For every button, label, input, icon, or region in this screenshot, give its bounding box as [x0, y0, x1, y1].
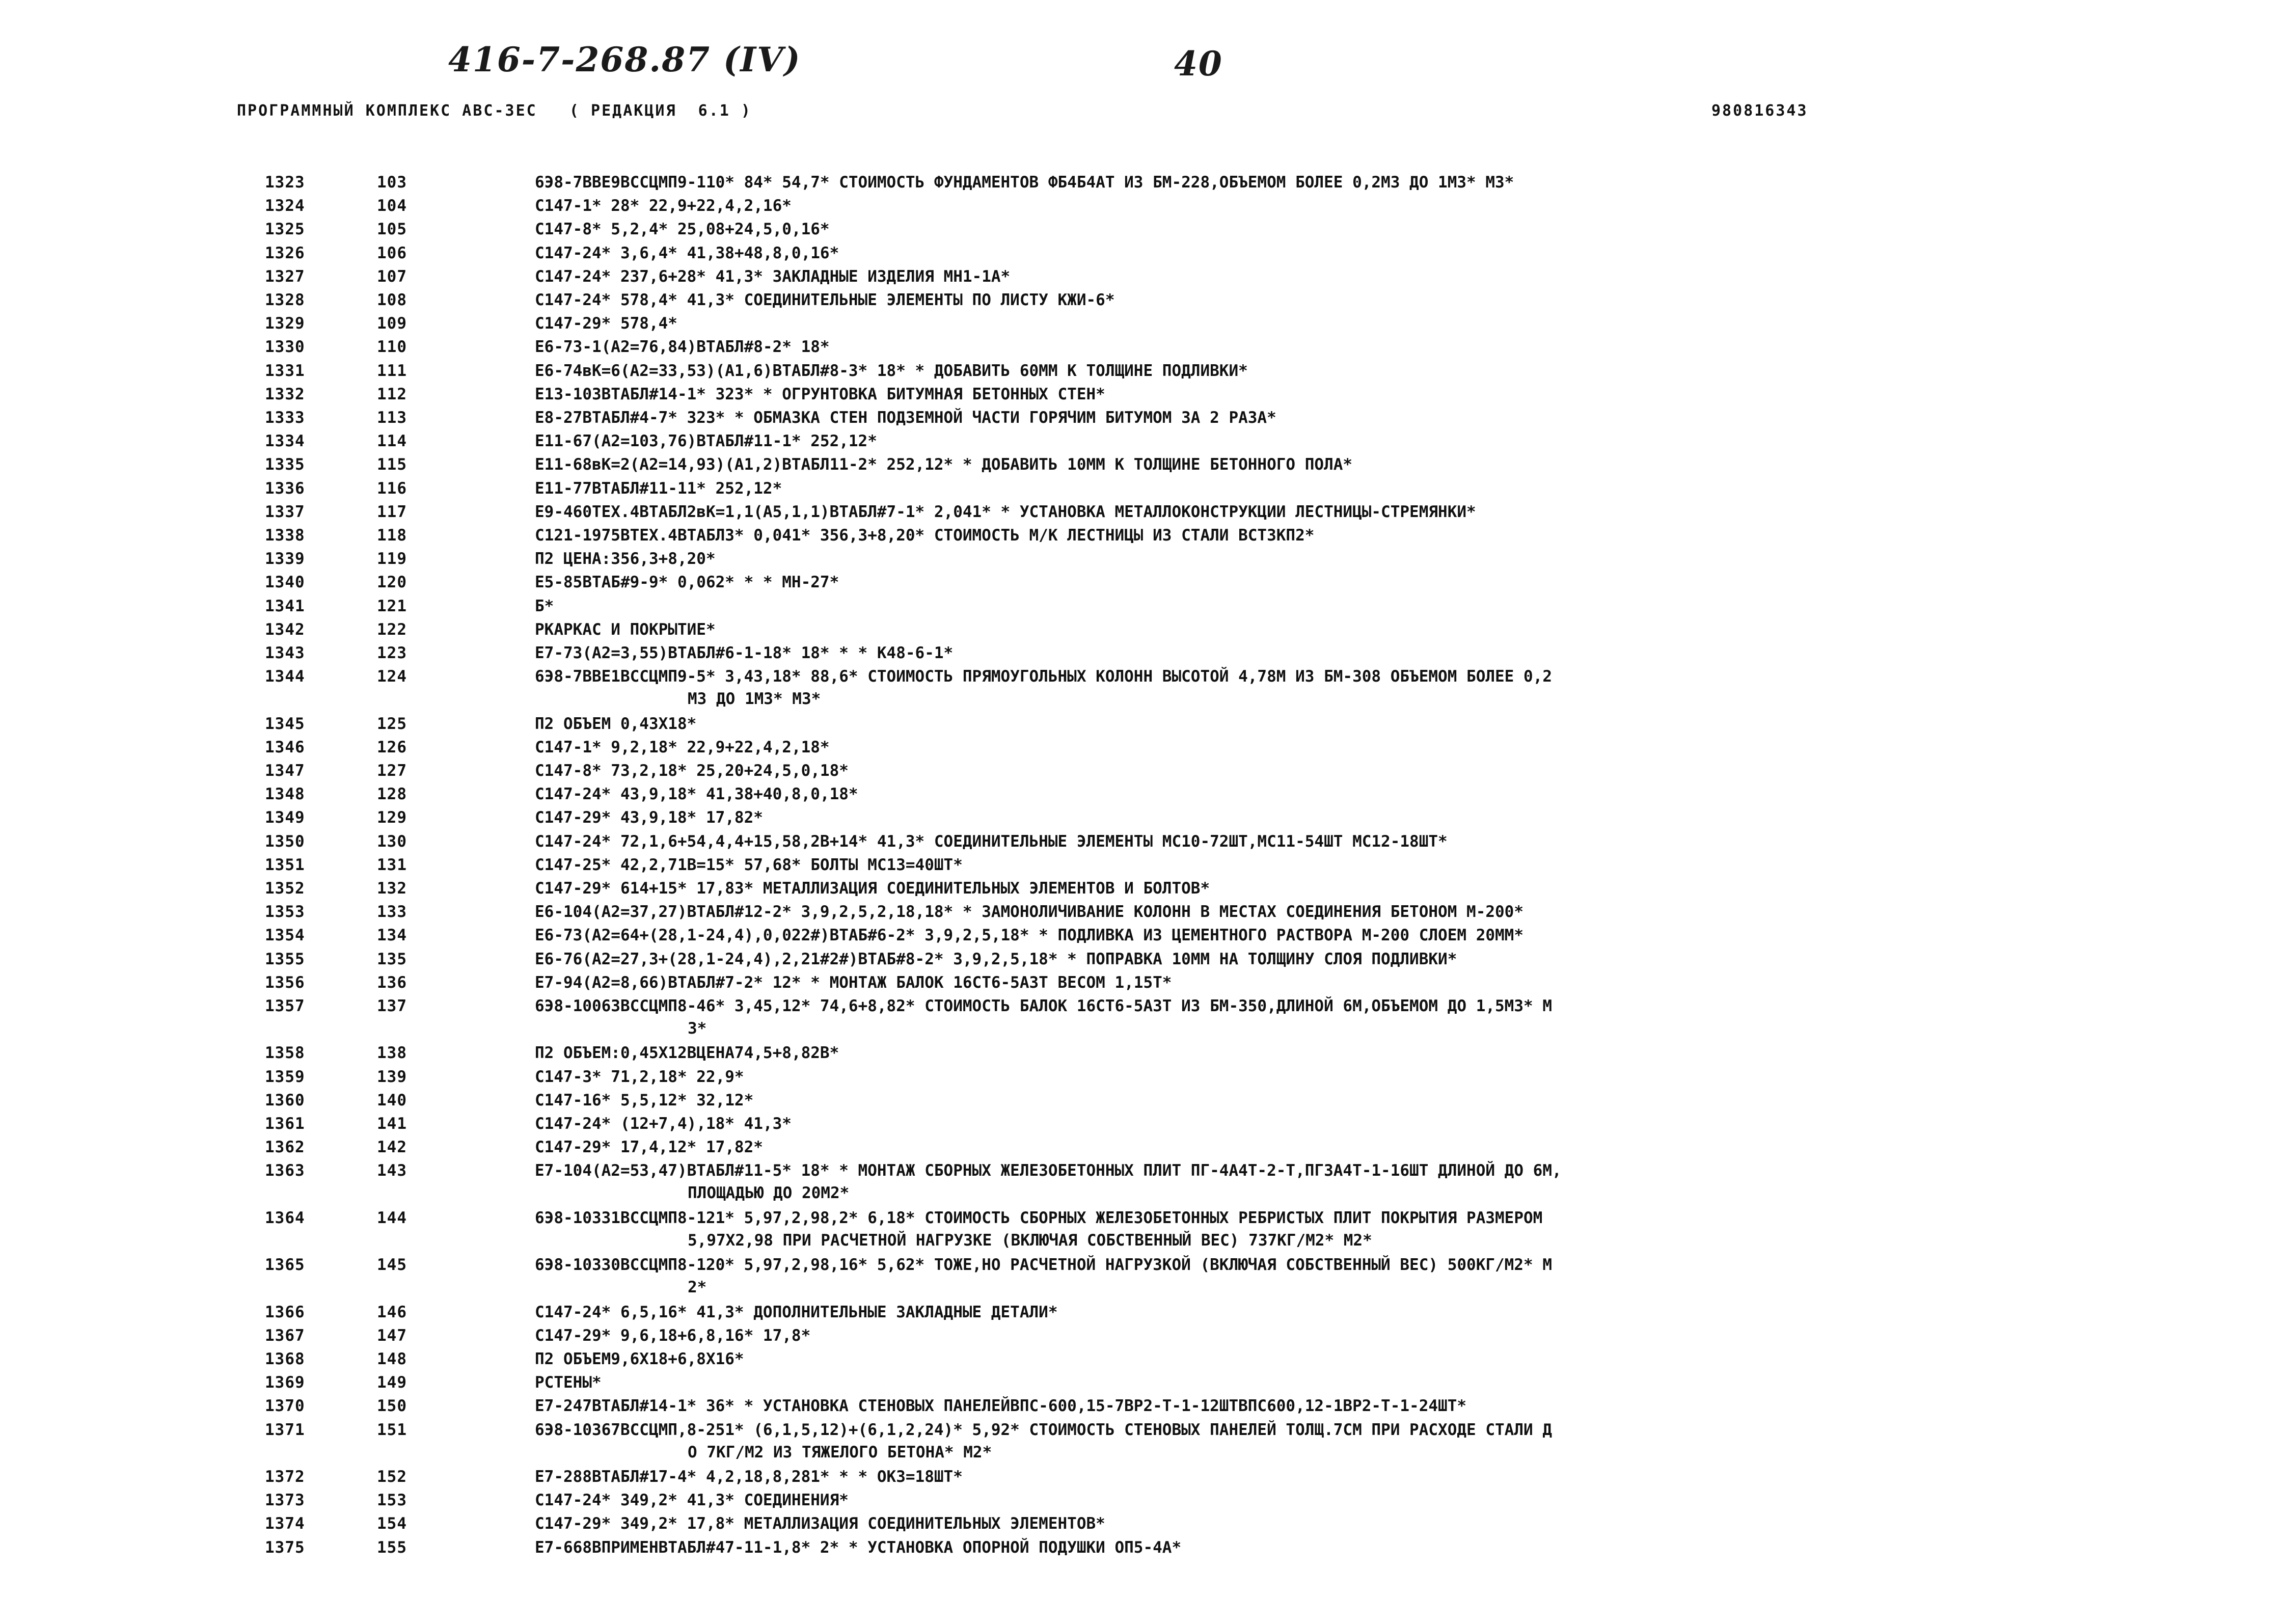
sequence-number: 144	[377, 1209, 407, 1227]
listing-row	[0, 761, 2286, 783]
sequence-number: 124	[377, 667, 407, 686]
sequence-number: 117	[377, 503, 407, 521]
record-text: С147-29* 9,6,18+6,8,16* 17,8*	[535, 1327, 811, 1345]
record-text-continuation: 5,97Х2,98 ПРИ РАСЧЕТНОЙ НАГРУЗКЕ (ВКЛЮЧАЯ СОБСТВЕННЫЙ ВЕС) 737КГ/М2* М2*	[688, 1231, 1372, 1250]
line-number: 1360	[265, 1091, 305, 1109]
record-text: Б*	[535, 597, 554, 615]
listing-row	[0, 996, 2286, 1038]
listing-row	[0, 384, 2286, 407]
sequence-number: 147	[377, 1327, 407, 1345]
sequence-number: 151	[377, 1421, 407, 1439]
listing-row	[0, 1043, 2286, 1065]
record-text: 6Э8-7ВВЕ9ВССЦМП9-110* 84* 54,7* СТОИМОСТЬ ФУНДАМЕНТОВ ФБ4Б4АТ ИЗ БМ-228,ОБЪЕМОМ БОЛЕЕ 0,2М3 ДО 1М3* М3*	[535, 173, 1514, 192]
listing-row	[0, 1114, 2286, 1136]
record-text: Е7-288ВТАБЛ#17-4* 4,2,18,8,281* * * ОКЗ=18ШТ*	[535, 1468, 963, 1486]
record-text: С147-24* 72,1,6+54,4,4+15,58,2В+14* 41,3* СОЕДИНИТЕЛЬНЫЕ ЭЛЕМЕНТЫ МС10-72ШТ,МС11-54ШТ МС12-18ШТ*	[535, 832, 1448, 851]
record-text: Е11-68вК=2(А2=14,93)(А1,2)ВТАБЛ11-2* 252,12* * ДОБАВИТЬ 10ММ К ТОЛЩИНЕ БЕТОННОГО ПОЛА*	[535, 455, 1353, 474]
line-number: 1367	[265, 1327, 305, 1345]
record-text: Е8-27ВТАБЛ#4-7* 323* * ОБМАЗКА СТЕН ПОДЗЕМНОЙ ЧАСТИ ГОРЯЧИМ БИТУМОМ ЗА 2 РАЗА*	[535, 409, 1276, 427]
listing-row	[0, 1537, 2286, 1560]
line-number: 1338	[265, 526, 305, 545]
listing-row	[0, 1325, 2286, 1348]
listing-row	[0, 478, 2286, 501]
record-text: С147-25* 42,2,71В=15* 57,68* БОЛТЫ МС13=40ШТ*	[535, 856, 963, 874]
listing-row	[0, 902, 2286, 924]
listing-row	[0, 1467, 2286, 1489]
sequence-number: 146	[377, 1303, 407, 1321]
sequence-number: 148	[377, 1350, 407, 1368]
sequence-number: 155	[377, 1538, 407, 1557]
record-text: С147-8* 5,2,4* 25,08+24,5,0,16*	[535, 220, 830, 238]
listing-row	[0, 502, 2286, 524]
line-number: 1362	[265, 1138, 305, 1156]
program-header: ПРОГРАММНЫЙ КОМПЛЕКС АВС-3ЕС ( РЕДАКЦИЯ 6.1 )	[237, 102, 752, 120]
listing-row	[0, 1067, 2286, 1089]
line-number: 1339	[265, 550, 305, 568]
listing-row	[0, 1490, 2286, 1512]
sequence-number: 111	[377, 362, 407, 380]
line-number: 1363	[265, 1161, 305, 1180]
record-text: П2 ОБЪЕМ9,6Х18+6,8Х16*	[535, 1350, 744, 1368]
sequence-number: 133	[377, 903, 407, 921]
listing-row	[0, 596, 2286, 618]
record-text: Е9-460ТЕХ.4ВТАБЛ2вК=1,1(А5,1,1)ВТАБЛ#7-1* 2,041* * УСТАНОВКА МЕТАЛЛОКОНСТРУКЦИИ ЛЕСТНИЦЫ-СТРЕМЯНКИ*	[535, 503, 1476, 521]
line-number: 1374	[265, 1514, 305, 1533]
record-text: РСТЕНЫ*	[535, 1373, 602, 1392]
record-text: С147-24* 6,5,16* 41,3* ДОПОЛНИТЕЛЬНЫЕ ЗАКЛАДНЫЕ ДЕТАЛИ*	[535, 1303, 1058, 1321]
line-number: 1358	[265, 1044, 305, 1062]
record-text-continuation: ПЛОЩАДЬЮ ДО 20М2*	[688, 1184, 850, 1202]
line-number: 1373	[265, 1491, 305, 1509]
listing-row	[0, 714, 2286, 736]
line-number: 1368	[265, 1350, 305, 1368]
line-number: 1328	[265, 291, 305, 309]
sequence-number: 103	[377, 173, 407, 192]
document-number: 980816343	[1711, 102, 1808, 120]
listing-row	[0, 831, 2286, 854]
sequence-number: 134	[377, 926, 407, 944]
line-number: 1364	[265, 1209, 305, 1227]
sequence-number: 143	[377, 1161, 407, 1180]
listing-row	[0, 1302, 2286, 1324]
listing-row	[0, 1420, 2286, 1461]
listing-row	[0, 196, 2286, 218]
listing-row	[0, 243, 2286, 265]
sequence-number: 153	[377, 1491, 407, 1509]
record-text: Е6-73-1(А2=76,84)ВТАБЛ#8-2* 18*	[535, 338, 830, 356]
record-text: Е6-73(А2=64+(28,1-24,4),0,022#)ВТАБ#6-2* 3,9,2,5,18* * ПОДЛИВКА ИЗ ЦЕМЕНТНОГО РАСТВОРА М-200 СЛОЕМ 20ММ*	[535, 926, 1524, 944]
line-number: 1372	[265, 1468, 305, 1486]
line-number: 1325	[265, 220, 305, 238]
sequence-number: 140	[377, 1091, 407, 1109]
sequence-number: 149	[377, 1373, 407, 1392]
record-text: С147-24* 43,9,18* 41,38+40,8,0,18*	[535, 785, 858, 803]
sequence-number: 116	[377, 479, 407, 498]
line-number: 1351	[265, 856, 305, 874]
record-text-continuation: М3 ДО 1М3* М3*	[688, 690, 821, 708]
sequence-number: 154	[377, 1514, 407, 1533]
sequence-number: 135	[377, 950, 407, 968]
record-text: РКАРКАС И ПОКРЫТИЕ*	[535, 620, 716, 639]
line-number: 1344	[265, 667, 305, 686]
record-text: П2 ОБЪЕМ:0,45Х12ВЦЕНА74,5+8,82В*	[535, 1044, 839, 1062]
record-text: С147-24* 349,2* 41,3* СОЕДИНЕНИЯ*	[535, 1491, 849, 1509]
listing-row	[0, 290, 2286, 312]
sequence-number: 110	[377, 338, 407, 356]
line-number: 1370	[265, 1397, 305, 1415]
line-number: 1349	[265, 808, 305, 827]
sequence-number: 114	[377, 432, 407, 450]
record-text: П2 ОБЪЕМ 0,43Х18*	[535, 715, 697, 733]
line-number: 1355	[265, 950, 305, 968]
sequence-number: 119	[377, 550, 407, 568]
listing-row	[0, 855, 2286, 877]
sequence-number: 127	[377, 762, 407, 780]
record-text: Е7-94(А2=8,66)ВТАБЛ#7-2* 12* * МОНТАЖ БАЛОК 16СТ6-5А3Т ВЕСОМ 1,15Т*	[535, 973, 1172, 992]
listing-row	[0, 1160, 2286, 1202]
listing-row	[0, 431, 2286, 453]
record-text: П2 ЦЕНА:356,3+8,20*	[535, 550, 716, 568]
line-number: 1334	[265, 432, 305, 450]
sequence-number: 106	[377, 244, 407, 262]
listing-row	[0, 878, 2286, 901]
sequence-number: 129	[377, 808, 407, 827]
record-text-continuation: 2*	[688, 1278, 707, 1296]
record-text: Е5-85ВТАБ#9-9* 0,062* * * МН-27*	[535, 573, 839, 591]
line-number: 1348	[265, 785, 305, 803]
listing-row	[0, 643, 2286, 665]
line-number: 1335	[265, 455, 305, 474]
listing-row	[0, 666, 2286, 708]
sequence-number: 109	[377, 314, 407, 333]
line-number: 1361	[265, 1115, 305, 1133]
record-text: С147-24* 237,6+28* 41,3* ЗАКЛАДНЫЕ ИЗДЕЛИЯ МН1-1А*	[535, 267, 1011, 286]
line-number: 1371	[265, 1421, 305, 1439]
record-text: Е11-67(А2=103,76)ВТАБЛ#11-1* 252,12*	[535, 432, 877, 450]
sequence-number: 105	[377, 220, 407, 238]
listing-row	[0, 266, 2286, 289]
record-text: 6Э8-10331ВССЦМП8-121* 5,97,2,98,2* 6,18* СТОИМОСТЬ СБОРНЫХ ЖЕЛЕЗОБЕТОННЫХ РЕБРИСТЫХ ПЛИТ ПОКРЫТИЯ РАЗМЕРОМ	[535, 1209, 1543, 1227]
line-number: 1336	[265, 479, 305, 498]
line-number: 1347	[265, 762, 305, 780]
listing-row	[0, 1396, 2286, 1418]
line-number: 1340	[265, 573, 305, 591]
listing-row	[0, 361, 2286, 383]
sequence-number: 145	[377, 1256, 407, 1274]
listing-row	[0, 313, 2286, 336]
sequence-number: 107	[377, 267, 407, 286]
handwritten-page-number: 40	[1174, 44, 1223, 84]
handwritten-project-code: 416-7-268.87 (IV)	[448, 40, 801, 79]
sequence-number: 150	[377, 1397, 407, 1415]
line-number: 1365	[265, 1256, 305, 1274]
record-text: С147-29* 578,4*	[535, 314, 677, 333]
record-text: Е7-73(А2=3,55)ВТАБЛ#6-1-18* 18* * * К48-6-1*	[535, 644, 954, 662]
line-number: 1369	[265, 1373, 305, 1392]
sequence-number: 141	[377, 1115, 407, 1133]
listing-row	[0, 1137, 2286, 1159]
sequence-number: 112	[377, 385, 407, 403]
line-number: 1326	[265, 244, 305, 262]
listing-row	[0, 572, 2286, 594]
record-text: Е6-74вК=6(А2=33,53)(А1,6)ВТАБЛ#8-3* 18* * ДОБАВИТЬ 60ММ К ТОЛЩИНЕ ПОДЛИВКИ*	[535, 362, 1248, 380]
line-number: 1346	[265, 738, 305, 756]
sequence-number: 128	[377, 785, 407, 803]
sequence-number: 120	[377, 573, 407, 591]
line-number: 1342	[265, 620, 305, 639]
record-text: Е7-104(А2=53,47)ВТАБЛ#11-5* 18* * МОНТАЖ СБОРНЫХ ЖЕЛЕЗОБЕТОННЫХ ПЛИТ ПГ-4А4Т-2-Т,ПГ3А4Т-1-16ШТ ДЛИНОЙ ДО 6М,	[535, 1161, 1562, 1180]
listing-row	[0, 1372, 2286, 1395]
record-text: Е11-77ВТАБЛ#11-11* 252,12*	[535, 479, 782, 498]
listing-row	[0, 1255, 2286, 1296]
sequence-number: 126	[377, 738, 407, 756]
record-text: С121-1975ВТЕХ.4ВТАБЛ3* 0,041* 356,3+8,20* СТОИМОСТЬ М/К ЛЕСТНИЦЫ ИЗ СТАЛИ ВСТ3КП2*	[535, 526, 1315, 545]
record-text: 6Э8-7ВВЕ1ВССЦМП9-5* 3,43,18* 88,6* СТОИМОСТЬ ПРЯМОУГОЛЬНЫХ КОЛОНН ВЫСОТОЙ 4,78М ИЗ БМ-308 ОБЪЕМОМ БОЛЕЕ 0,2	[535, 667, 1553, 686]
record-text: С147-3* 71,2,18* 22,9*	[535, 1068, 744, 1086]
record-text: С147-29* 17,4,12* 17,82*	[535, 1138, 763, 1156]
listing-row	[0, 619, 2286, 642]
record-text: Е13-103ВТАБЛ#14-1* 323* * ОГРУНТОВКА БИТУМНАЯ БЕТОННЫХ СТЕН*	[535, 385, 1105, 403]
sequence-number: 123	[377, 644, 407, 662]
record-text: С147-29* 614+15* 17,83* МЕТАЛЛИЗАЦИЯ СОЕДИНИТЕЛЬНЫХ ЭЛЕМЕНТОВ И БОЛТОВ*	[535, 879, 1210, 898]
listing-row	[0, 549, 2286, 571]
record-text: Е6-76(А2=27,3+(28,1-24,4),2,21#2#)ВТАБ#8-2* 3,9,2,5,18* * ПОПРАВКА 10ММ НА ТОЛЩИНУ СЛОЯ ПОДЛИВКИ*	[535, 950, 1457, 968]
sequence-number: 118	[377, 526, 407, 545]
line-number: 1345	[265, 715, 305, 733]
listing-row	[0, 784, 2286, 806]
sequence-number: 131	[377, 856, 407, 874]
sequence-number: 108	[377, 291, 407, 309]
sequence-number: 139	[377, 1068, 407, 1086]
line-number: 1332	[265, 385, 305, 403]
record-text: С147-29* 43,9,18* 17,82*	[535, 808, 763, 827]
line-number: 1353	[265, 903, 305, 921]
record-text: 6Э8-10063ВССЦМП8-46* 3,45,12* 74,6+8,82* СТОИМОСТЬ БАЛОК 16СТ6-5А3Т ИЗ БМ-350,ДЛИНОЙ 6М,ОБЪЕМОМ ДО 1,5М3* М	[535, 997, 1553, 1015]
listing-row	[0, 408, 2286, 430]
line-number: 1330	[265, 338, 305, 356]
line-number: 1350	[265, 832, 305, 851]
listing-row	[0, 1208, 2286, 1250]
line-number: 1327	[265, 267, 305, 286]
line-number: 1352	[265, 879, 305, 898]
record-text: С147-24* 578,4* 41,3* СОЕДИНИТЕЛЬНЫЕ ЭЛЕМЕНТЫ ПО ЛИСТУ КЖИ-6*	[535, 291, 1115, 309]
listing-row	[0, 337, 2286, 359]
listing-row	[0, 925, 2286, 948]
listing-row	[0, 1090, 2286, 1113]
sequence-number: 115	[377, 455, 407, 474]
record-text: Е6-104(А2=37,27)ВТАБЛ#12-2* 3,9,2,5,2,18,18* * ЗАМОНОЛИЧИВАНИЕ КОЛОНН В МЕСТАХ СОЕДИНЕНИЯ БЕТОНОМ М-200*	[535, 903, 1524, 921]
record-text: 6Э8-10367ВССЦМП,8-251* (6,1,5,12)+(6,1,2,24)* 5,92* СТОИМОСТЬ СТЕНОВЫХ ПАНЕЛЕЙ ТОЛЩ.7СМ ПРИ РАСХОДЕ СТАЛИ Д	[535, 1421, 1553, 1439]
sequence-number: 138	[377, 1044, 407, 1062]
line-number: 1329	[265, 314, 305, 333]
line-number: 1354	[265, 926, 305, 944]
record-text: С147-1* 9,2,18* 22,9+22,4,2,18*	[535, 738, 830, 756]
line-number: 1375	[265, 1538, 305, 1557]
record-text: С147-1* 28* 22,9+22,4,2,16*	[535, 197, 792, 215]
line-number: 1331	[265, 362, 305, 380]
record-text: Е7-668ВПРИМЕНВТАБЛ#47-11-1,8* 2* * УСТАНОВКА ОПОРНОЙ ПОДУШКИ ОП5-4А*	[535, 1538, 1182, 1557]
record-text: С147-24* (12+7,4),18* 41,3*	[535, 1115, 792, 1133]
sequence-number: 136	[377, 973, 407, 992]
line-number: 1337	[265, 503, 305, 521]
line-number: 1323	[265, 173, 305, 192]
record-text: С147-24* 3,6,4* 41,38+48,8,0,16*	[535, 244, 839, 262]
record-text-continuation: 3*	[688, 1019, 707, 1038]
sequence-number: 121	[377, 597, 407, 615]
record-text: С147-16* 5,5,12* 32,12*	[535, 1091, 754, 1109]
listing-row	[0, 1349, 2286, 1371]
sequence-number: 104	[377, 197, 407, 215]
line-number: 1356	[265, 973, 305, 992]
listing-row	[0, 949, 2286, 971]
line-number: 1359	[265, 1068, 305, 1086]
line-number: 1341	[265, 597, 305, 615]
record-text: С147-29* 349,2* 17,8* МЕТАЛЛИЗАЦИЯ СОЕДИНИТЕЛЬНЫХ ЭЛЕМЕНТОВ*	[535, 1514, 1105, 1533]
sequence-number: 132	[377, 879, 407, 898]
line-number: 1357	[265, 997, 305, 1015]
listing-row	[0, 219, 2286, 241]
line-number: 1324	[265, 197, 305, 215]
listing-row	[0, 807, 2286, 830]
sequence-number: 137	[377, 997, 407, 1015]
listing-row	[0, 172, 2286, 195]
record-text-continuation: О 7КГ/М2 ИЗ ТЯЖЕЛОГО БЕТОНА* М2*	[688, 1443, 992, 1461]
record-text: Е7-247ВТАБЛ#14-1* 36* * УСТАНОВКА СТЕНОВЫХ ПАНЕЛЕЙВПС-600,15-7ВР2-Т-1-12ШТВПС600,12-1ВР2-Т-1-24ШТ*	[535, 1397, 1467, 1415]
sequence-number: 125	[377, 715, 407, 733]
sequence-number: 152	[377, 1468, 407, 1486]
line-number: 1343	[265, 644, 305, 662]
sequence-number: 113	[377, 409, 407, 427]
line-number: 1333	[265, 409, 305, 427]
sequence-number: 142	[377, 1138, 407, 1156]
listing-row	[0, 525, 2286, 548]
record-text: С147-8* 73,2,18* 25,20+24,5,0,18*	[535, 762, 849, 780]
listing-row	[0, 454, 2286, 477]
listing-row	[0, 737, 2286, 760]
listing-row	[0, 972, 2286, 995]
listing-row	[0, 1513, 2286, 1536]
line-number: 1366	[265, 1303, 305, 1321]
sequence-number: 122	[377, 620, 407, 639]
sequence-number: 130	[377, 832, 407, 851]
record-text: 6Э8-10330ВССЦМП8-120* 5,97,2,98,16* 5,62* ТОЖЕ,НО РАСЧЕТНОЙ НАГРУЗКОЙ (ВКЛЮЧАЯ СОБСТВЕННЫЙ ВЕС) 500КГ/М2* М	[535, 1256, 1553, 1274]
